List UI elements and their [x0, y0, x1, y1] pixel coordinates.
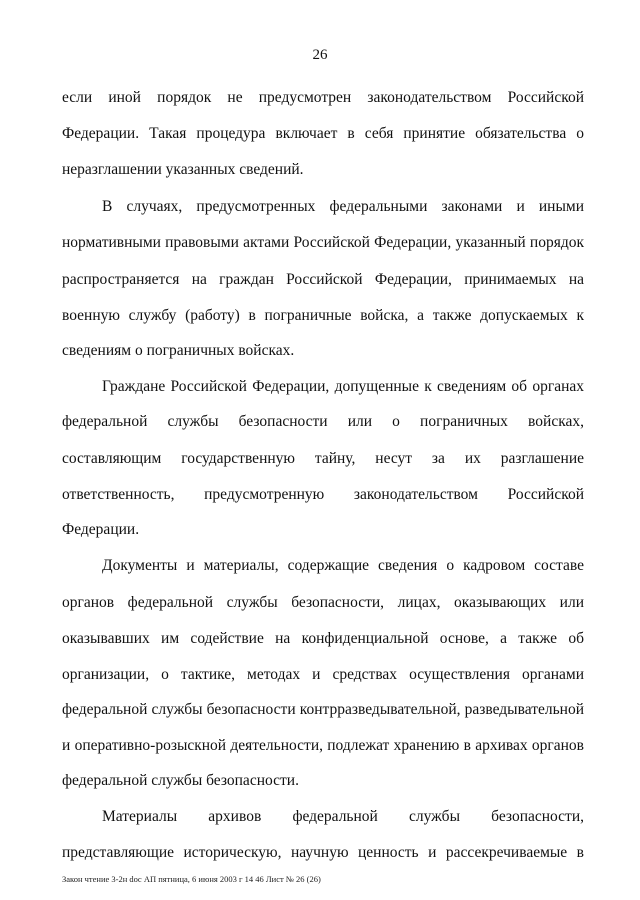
text-line: организации, о тактике, методах и средствах осуществления органами — [62, 666, 584, 683]
text-line: оказывавших им содействие на конфиденциальной основе, а также об — [62, 630, 584, 647]
page-number: 26 — [312, 47, 328, 63]
text-line: составляющим государственную тайну, несут за их разглашение — [62, 450, 584, 467]
text-line: военную службу (работу) в пограничные войска, а также допускаемых к — [62, 307, 584, 324]
text-line: неразглашении указанных сведений. — [62, 161, 304, 178]
text-line: сведениям о пограничных войсках. — [62, 342, 295, 359]
text-line: Документы и материалы, содержащие сведения о кадровом составе — [102, 557, 584, 574]
text-line: если иной порядок не предусмотрен законодательством Российской — [62, 89, 584, 106]
text-line: и оперативно-розыскной деятельности, подлежат хранению в архивах органов — [62, 737, 584, 754]
text-line: федеральной службы безопасности или о пограничных войсках, — [62, 413, 584, 430]
text-line: органов федеральной службы безопасности, лицах, оказывающих или — [62, 594, 584, 611]
text-line: ответственность, предусмотренную законодательством Российской — [62, 486, 584, 503]
text-line: распространяется на граждан Российской Федерации, принимаемых на — [62, 271, 584, 288]
text-line: нормативными правовыми актами Российской Федерации, указанный порядок — [62, 234, 584, 251]
text-line: федеральной службы безопасности. — [62, 772, 299, 789]
text-line: В случаях, предусмотренных федеральными законами и иными — [102, 198, 584, 215]
text-line: федеральной службы безопасности контрразведывательной, разведывательной — [62, 701, 584, 718]
text-line: представляющие историческую, научную ценность и рассекречиваемые в — [62, 844, 584, 861]
text-line: Граждане Российской Федерации, допущенные к сведениям об органах — [102, 378, 584, 395]
document-footer: Закон чтение 3-2н doc АП пятница, 6 июня 2003 г 14 46 Лист № 26 (26) — [62, 874, 321, 884]
text-line: Федерации. Такая процедура включает в себя принятие обязательства о — [62, 125, 584, 142]
text-line: Материалы архивов федеральной службы безопасности, — [102, 808, 584, 825]
text-line: Федерации. — [62, 521, 140, 538]
